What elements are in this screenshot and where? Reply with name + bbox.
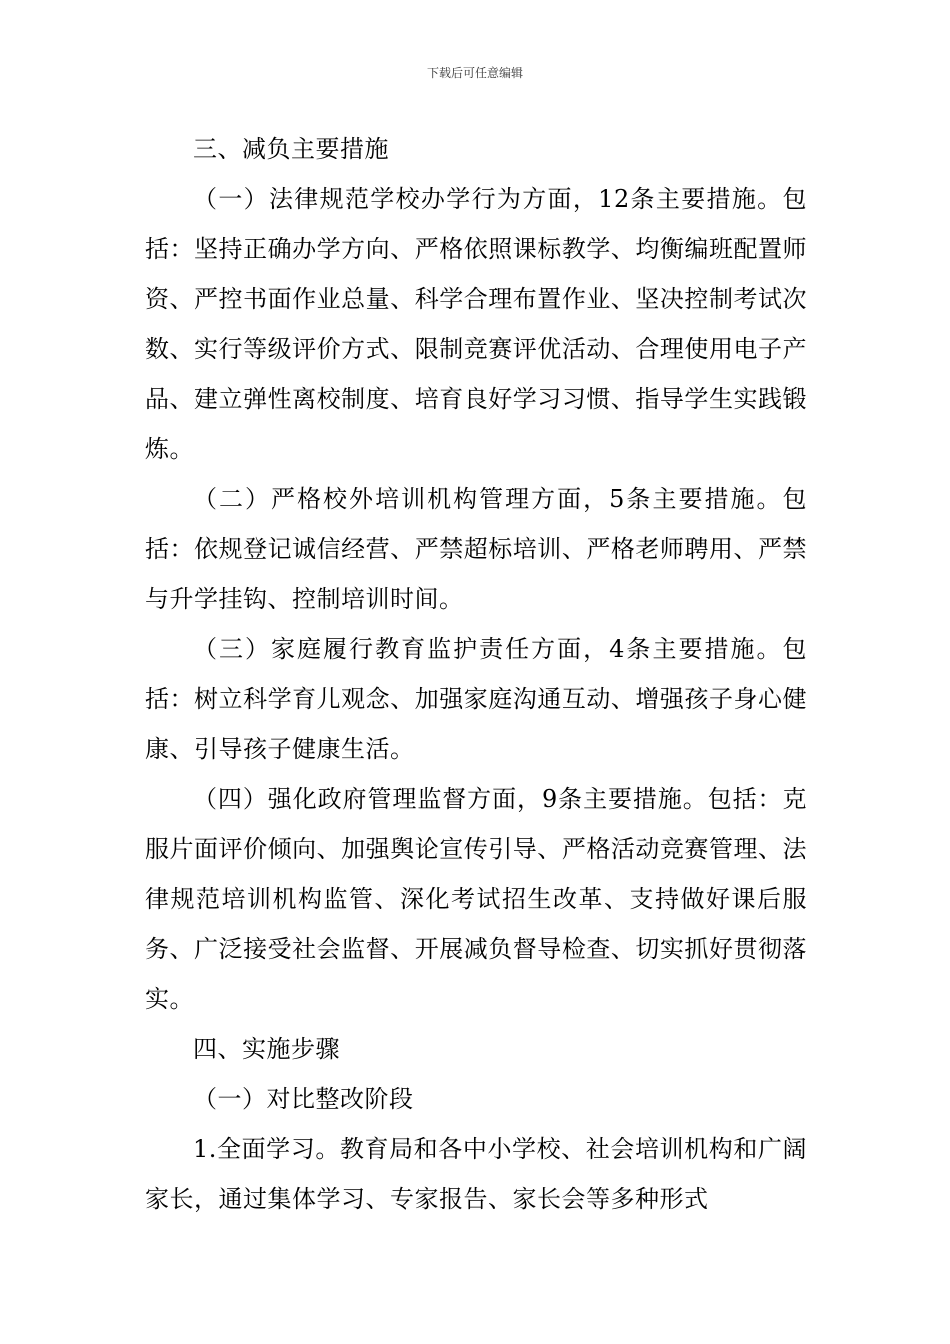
body-paragraph: （四）强化政府管理监督方面，9条主要措施。包括：克服片面评价倾向、加强舆论宣传引导、严格活动竞赛管理、法律规范培训机构监管、深化考试招生改革、支持做好课后服务、广泛接受社会监督、开展减负督导检查、切实抓好贯彻落实。 [145,785,807,1013]
section-heading: 四、实施步骤 [193,1035,340,1063]
document-body [145,124,807,1224]
body-paragraph: （二）严格校外培训机构管理方面，5条主要措施。包括：依规登记诚信经营、严禁超标培训、严格老师聘用、严禁与升学挂钩、控制培训时间。 [145,485,807,613]
body-paragraph: （一）法律规范学校办学行为方面，12条主要措施。包括：坚持正确办学方向、严格依照课标教学、均衡编班配置师资、严控书面作业总量、科学合理布置作业、坚决控制考试次数、实行等级评价方式、限制竞赛评优活动、合理使用电子产品、建立弹性离校制度、培育良好学习习惯、指导学生实践锻炼。 [145,185,807,463]
body-paragraph: （三）家庭履行教育监护责任方面，4条主要措施。包括：树立科学育儿观念、加强家庭沟通互动、增强孩子身心健康、引导孩子健康生活。 [145,635,807,763]
page-header-note: 下载后可任意编辑 [426,66,523,80]
subsection-heading: （一）对比整改阶段 [193,1085,414,1113]
section-heading: 三、减负主要措施 [193,135,389,163]
body-paragraph: 1.全面学习。教育局和各中小学校、社会培训机构和广阔家长，通过集体学习、专家报告、家长会等多种形式 [145,1135,807,1213]
